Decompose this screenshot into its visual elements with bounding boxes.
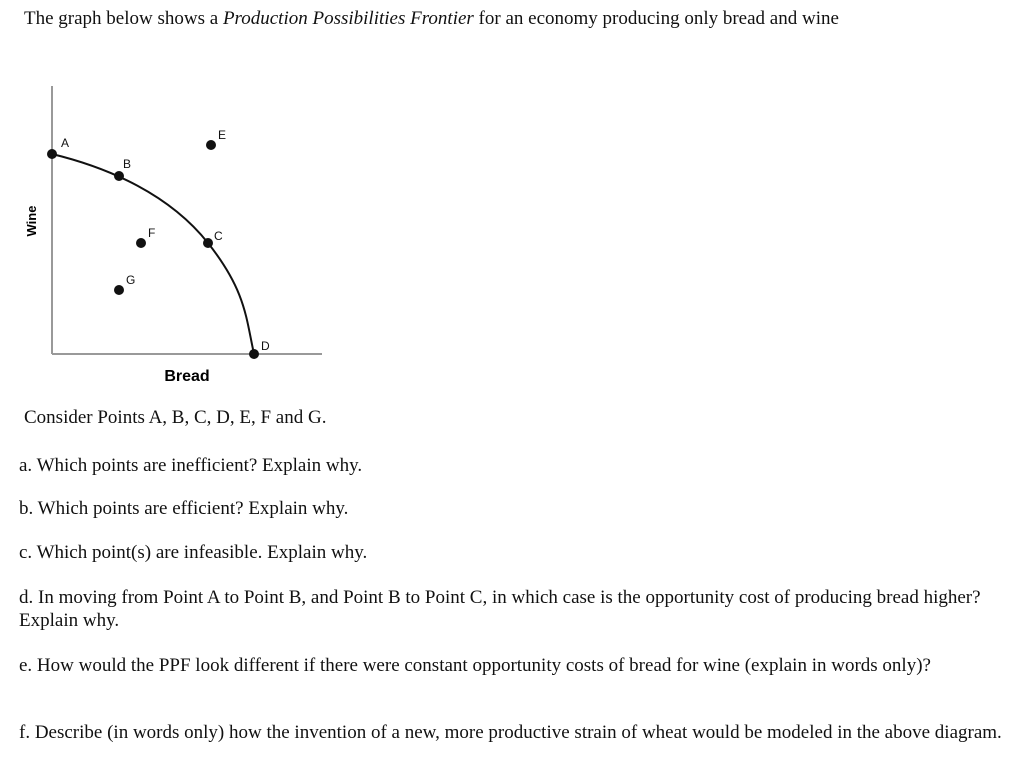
label-a: A [61, 136, 70, 150]
label-g: G [126, 273, 136, 287]
y-axis-label: Wine [24, 205, 39, 237]
point-f [136, 238, 146, 248]
question-b: b. Which points are efficient? Explain why. [19, 498, 349, 519]
point-c [203, 238, 213, 248]
point-e [206, 140, 216, 150]
ppf-curve [52, 154, 254, 354]
label-b: B [123, 157, 132, 171]
intro-italic: Production Possibilities Frontier [222, 8, 474, 29]
x-axis-label: Bread [164, 368, 210, 385]
label-f: F [148, 226, 156, 240]
point-g [114, 285, 124, 295]
point-b [114, 171, 124, 181]
question-e: e. How would the PPF look different if there were constant opportunity costs of bread for wine (explain in words only)? [19, 655, 931, 676]
question-a: a. Which points are inefficient? Explain why. [19, 455, 363, 476]
point-a [47, 149, 57, 159]
intro-after: for an economy producing only bread and wine [473, 8, 839, 29]
point-d [249, 349, 259, 359]
question-f: f. Describe (in words only) how the invention of a new, more productive strain of wheat would be modeled in the above diagram. [19, 722, 1002, 743]
label-c: C [214, 229, 223, 243]
question-c: c. Which point(s) are infeasible. Explain why. [19, 542, 368, 563]
consider-text: Consider Points A, B, C, D, E, F and G. [24, 407, 327, 428]
label-e: E [218, 128, 227, 142]
ppf-diagram [0, 60, 340, 400]
intro-text [24, 8, 839, 30]
label-d: D [261, 339, 270, 353]
intro-before: The graph below shows a [24, 8, 223, 29]
question-d: d. In moving from Point A to Point B, and Point B to Point C, in which case is the opportunity cost of producing bread higher? Explain why. [19, 587, 981, 631]
